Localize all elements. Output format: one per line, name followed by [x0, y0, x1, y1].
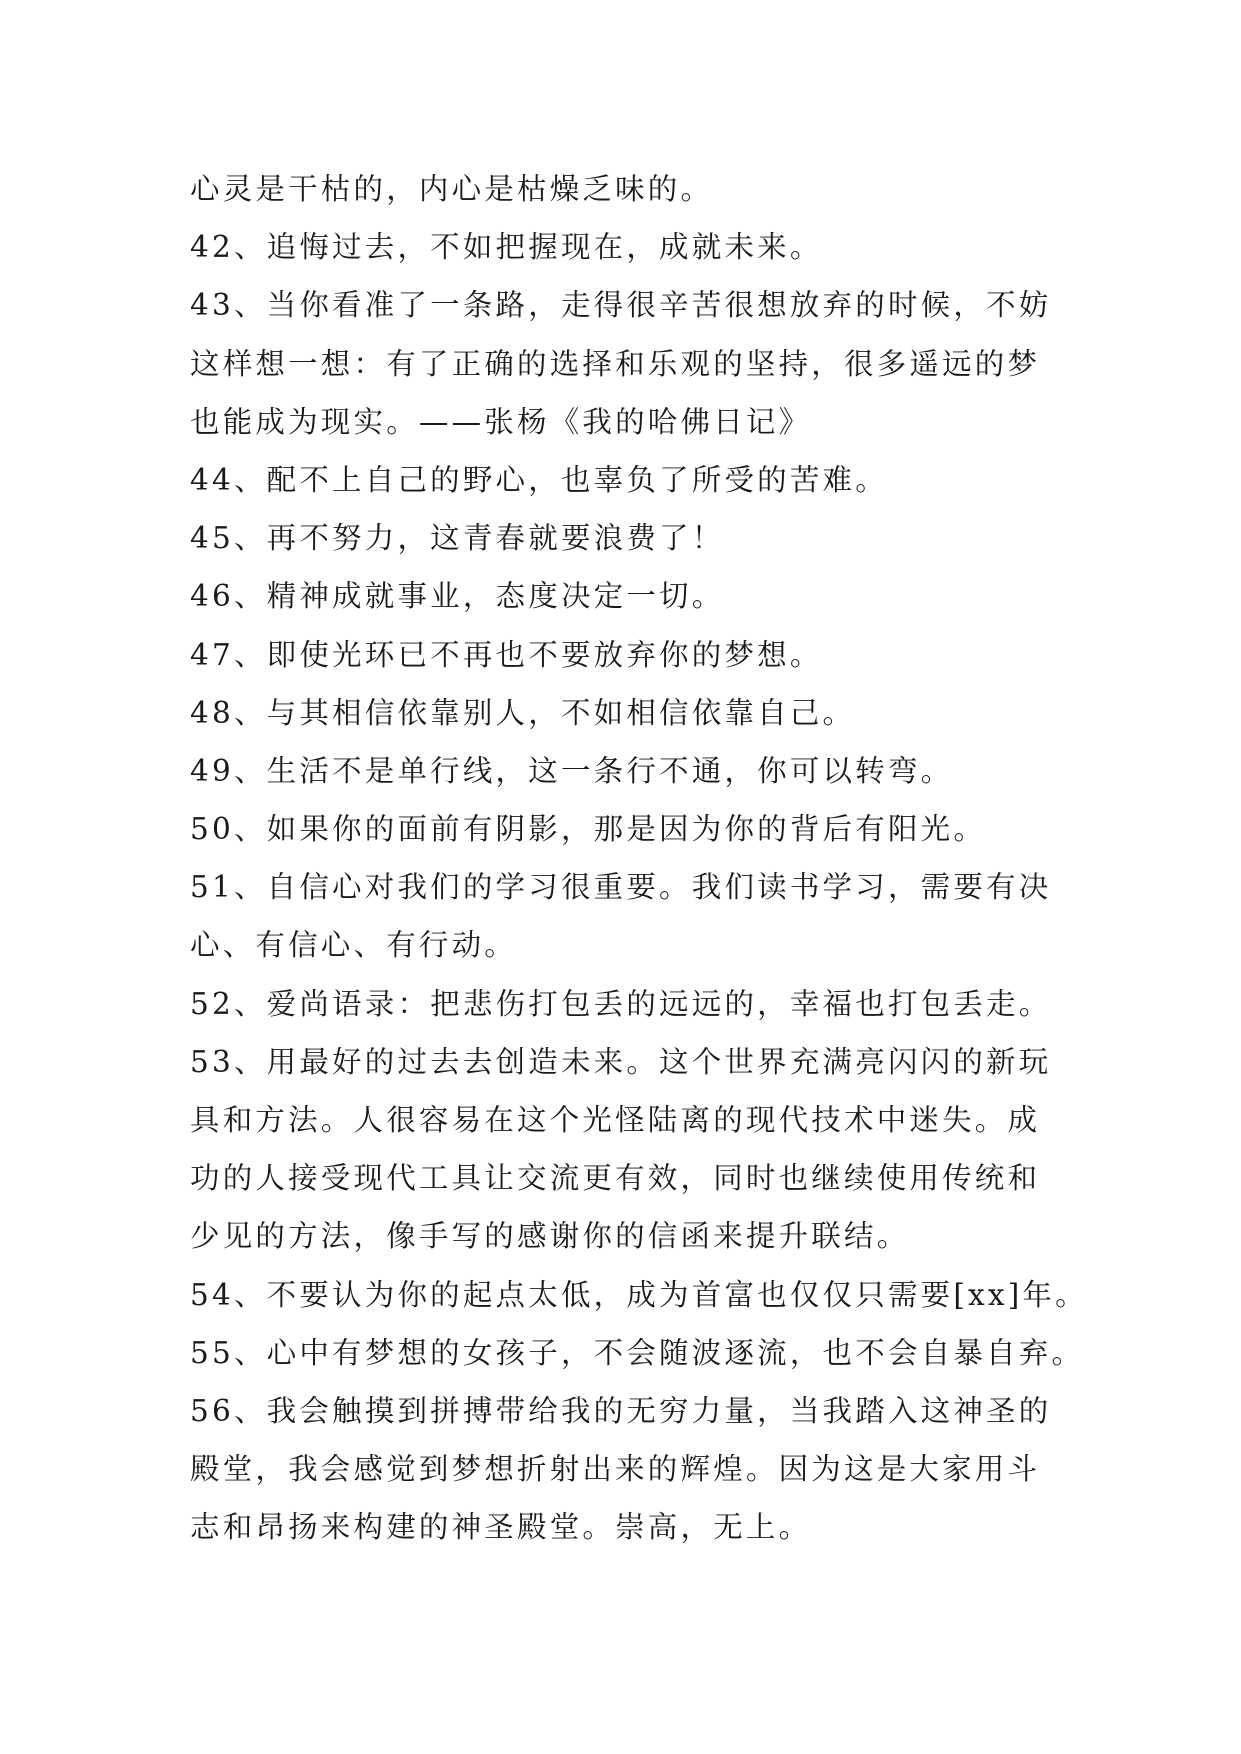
- text-line: 44、配不上自己的野心，也辜负了所受的苦难。: [190, 462, 888, 497]
- text-line: 52、爱尚语录：把悲伤打包丢的远远的，幸福也打包丢走。: [190, 986, 1052, 1021]
- text-line: 心灵是干枯的，内心是枯燥乏味的。: [190, 172, 714, 206]
- text-line: 志和昂扬来构建的神圣殿堂。崇高，无上。: [190, 1510, 812, 1545]
- text-line: 50、如果你的面前有阴影，那是因为你的背后有阳光。: [190, 812, 987, 847]
- text-line: 55、心中有梦想的女孩子，不会随波逐流，也不会自暴自弃。: [190, 1335, 1085, 1370]
- text-line: 42、追悔过去，不如把握现在，成就未来。: [190, 230, 823, 265]
- text-line: 心、有信心、有行动。: [190, 928, 518, 963]
- text-line: 具和方法。人很容易在这个光怪陆离的现代技术中迷失。成: [190, 1103, 1041, 1137]
- document-body: [190, 160, 1088, 1557]
- text-line: 56、我会触摸到拼搏带给我的无穷力量，当我踏入这神圣的: [190, 1393, 1052, 1428]
- text-line: 49、生活不是单行线，这一条行不通，你可以转弯。: [190, 753, 954, 788]
- text-line: 也能成为现实。——张杨《我的哈佛日记》: [190, 404, 812, 439]
- text-line: 殿堂，我会感觉到梦想折射出来的辉煌。因为这是大家用斗: [190, 1452, 1041, 1487]
- text-line: 功的人接受现代工具让交流更有效，同时也继续使用传统和: [190, 1161, 1041, 1196]
- text-line: 48、与其相信依靠别人，不如相信依靠自己。: [190, 695, 856, 730]
- text-line: 47、即使光环已不再也不要放弃你的梦想。: [190, 637, 823, 672]
- text-line: 51、自信心对我们的学习很重要。我们读书学习，需要有决: [190, 870, 1052, 905]
- text-line: 43、当你看准了一条路，走得很辛苦很想放弃的时候，不妨: [190, 288, 1052, 323]
- text-line: 53、用最好的过去去创造未来。这个世界充满亮闪闪的新玩: [190, 1044, 1052, 1079]
- text-line: 54、不要认为你的起点太低，成为首富也仅仅只需要[xx]年。: [190, 1277, 1088, 1312]
- text-line: 少见的方法，像手写的感谢你的信函来提升联结。: [190, 1219, 910, 1254]
- text-line: 这样想一想：有了正确的选择和乐观的坚持，很多遥远的梦: [190, 346, 1041, 381]
- text-line: 46、精神成就事业，态度决定一切。: [190, 579, 725, 614]
- text-line: 45、再不努力，这青春就要浪费了！: [190, 521, 725, 556]
